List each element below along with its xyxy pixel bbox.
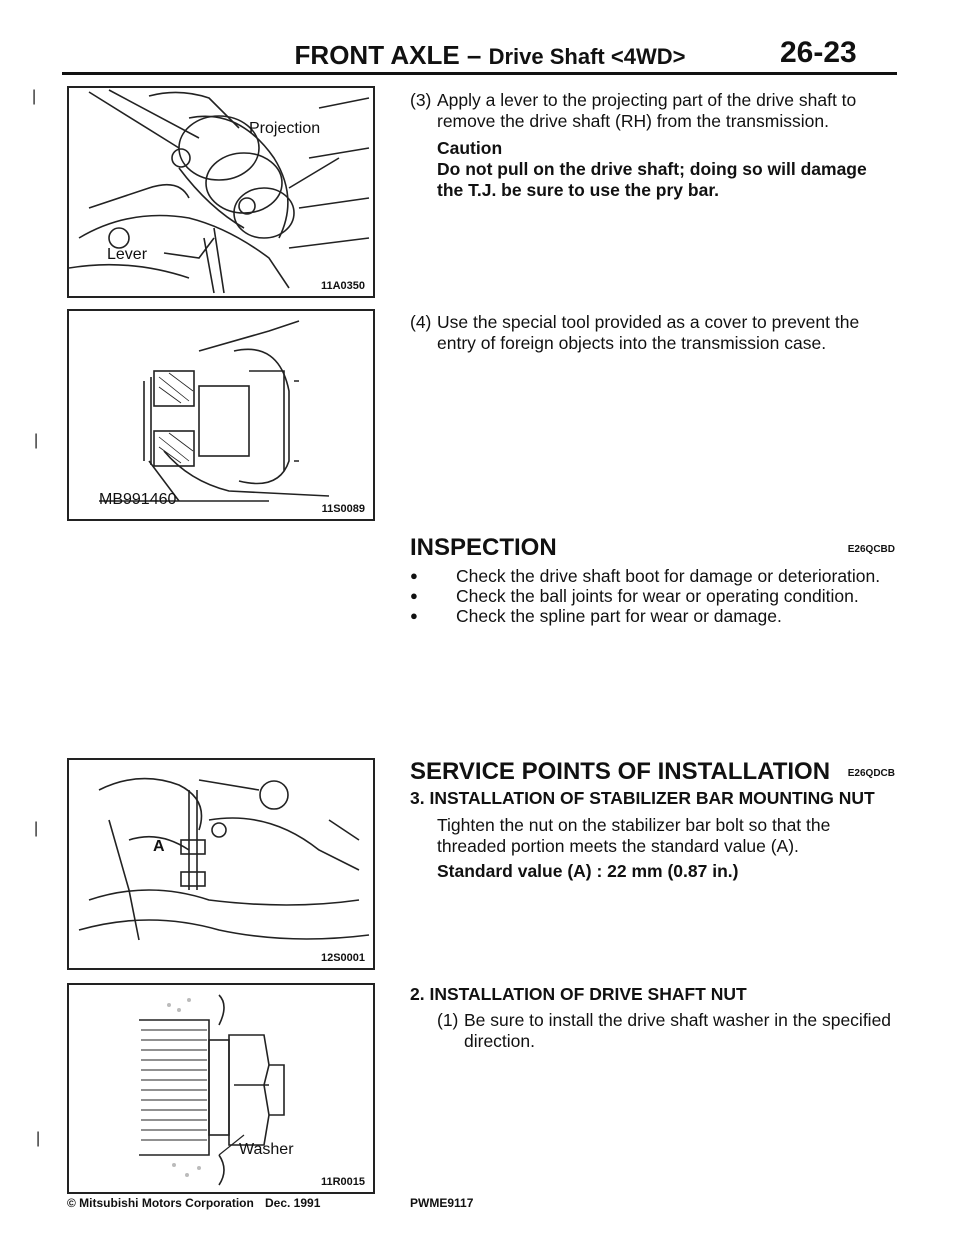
- standard-value: Standard value (A) : 22 mm (0.87 in.): [437, 861, 739, 881]
- figure-nut-drawing: [69, 985, 373, 1192]
- footer-doc-code: PWME9117: [410, 1196, 474, 1210]
- figure-stabilizer-bar: [67, 758, 375, 970]
- figure-lever-drawing: [69, 88, 373, 296]
- service-heading: [410, 758, 895, 786]
- figure-special-tool: [67, 309, 375, 521]
- footer-copyright: © Mitsubishi Motors Corporation: [67, 1196, 254, 1210]
- caution-title: Caution: [437, 138, 503, 158]
- figure-code: 11R0015: [320, 1176, 365, 1188]
- label-lever: Lever: [107, 246, 148, 263]
- inspection-heading: [410, 534, 895, 562]
- label-washer: Washer: [239, 1141, 294, 1158]
- figure-lever-projection: [67, 86, 375, 298]
- label-projection: Projection: [249, 120, 321, 137]
- title-sub: Drive Shaft <4WD>: [488, 44, 686, 69]
- caution-text: Do not pull on the drive shaft; doing so will damage the T.J. be sure to use the pry bar.: [437, 159, 867, 200]
- service-item-2-heading: 2. INSTALLATION OF DRIVE SHAFT NUT: [410, 984, 747, 1004]
- header-rule: [62, 72, 897, 75]
- section-title: SERVICE POINTS OF INSTALLATION: [410, 758, 831, 785]
- figure-code: 11S0089: [321, 503, 365, 515]
- figure-stabilizer-drawing: [69, 760, 373, 968]
- label-a: A: [153, 838, 165, 855]
- service-item-2-step-1: [437, 1010, 895, 1052]
- step-number: (1): [437, 1010, 459, 1030]
- margin-mark: |: [34, 432, 39, 449]
- service-item-3-text: [410, 815, 895, 882]
- inspection-list: [410, 566, 895, 626]
- step-number: (4): [410, 312, 432, 332]
- page-number: 26-23: [780, 36, 857, 69]
- figure-drive-shaft-nut: [67, 983, 375, 1194]
- list-item: ● Check the spline part for wear or damage.: [410, 606, 895, 626]
- list-item: ● Check the drive shaft boot for damage or deterioration.: [410, 566, 895, 586]
- service-item-3-heading: 3. INSTALLATION OF STABILIZER BAR MOUNTING NUT: [410, 788, 875, 808]
- margin-mark: |: [36, 1130, 41, 1147]
- title-main: FRONT AXLE: [294, 40, 460, 70]
- margin-mark: |: [32, 88, 37, 105]
- step-text: Apply a lever to the projecting part of the drive shaft to remove the drive shaft (RH) from the transmission.: [437, 90, 857, 131]
- step-text: Use the special tool provided as a cover to prevent the entry of foreign objects into the transmission case.: [437, 312, 860, 353]
- label-tool-number: MB991460: [99, 491, 177, 508]
- step-number: (3): [410, 90, 432, 110]
- figure-code: 11A0350: [320, 280, 365, 292]
- margin-mark: |: [34, 820, 39, 837]
- page-title: [280, 40, 700, 71]
- section-title: INSPECTION: [410, 534, 557, 561]
- section-code: E26QCBD: [847, 544, 895, 555]
- footer-date: Dec. 1991: [265, 1196, 321, 1210]
- removal-step-4: [410, 312, 895, 354]
- figure-tool-drawing: [69, 311, 373, 519]
- step-text: Be sure to install the drive shaft washer in the specified direction.: [464, 1010, 892, 1051]
- figure-code: 12S0001: [320, 952, 365, 964]
- list-item: ● Check the ball joints for wear or operating condition.: [410, 586, 895, 606]
- item-text: Tighten the nut on the stabilizer bar bolt so that the threaded portion meets the standard value (A).: [437, 815, 831, 856]
- section-code: E26QDCB: [847, 768, 895, 779]
- title-dash: –: [459, 40, 489, 70]
- removal-step-3: [410, 90, 895, 201]
